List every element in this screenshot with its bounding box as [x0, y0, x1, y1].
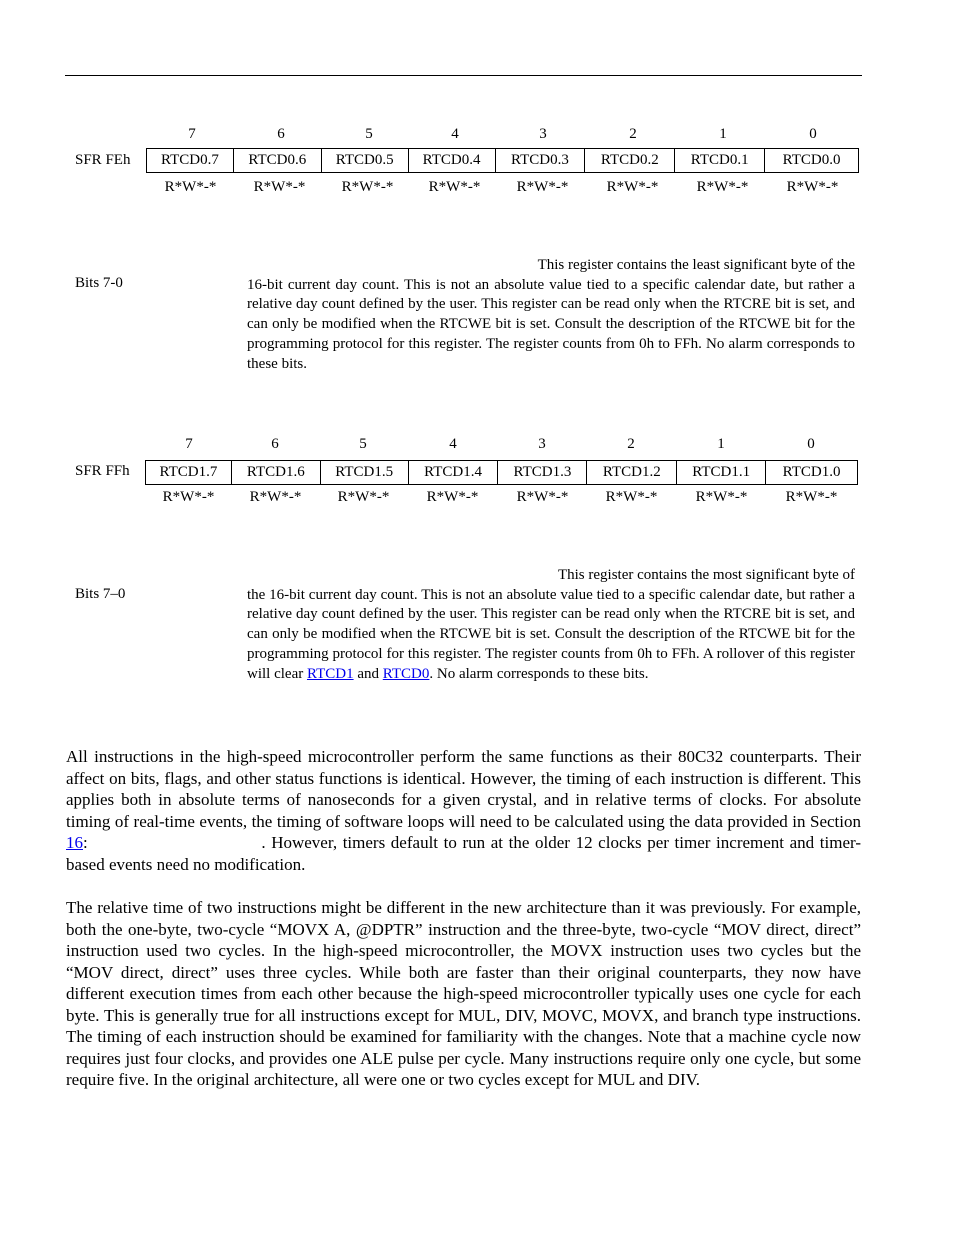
conjunction-text: and [353, 665, 383, 682]
bit-cell: RTCD1.6 [231, 461, 320, 485]
bit-cell: RTCD0.1 [675, 149, 765, 173]
bits-range-label: Bits 7–0 [75, 586, 126, 602]
register-description [247, 256, 855, 374]
bit-number-2: 2 [629, 126, 637, 142]
paragraph-text: All instructions in the high-speed microcontroller perform the same functions as their 80C32 counterparts. Their affect on bits, flags, and other status functions is identical. However, the timing of each instruction is different. This applies both in absolute terms of nanoseconds for a given crystal, and in relative terms of clocks. For absolute timing of real-time events, the timing of software loops will need to be calculated using the data provided in Section [66, 747, 861, 831]
bit-number-1: 1 [717, 436, 725, 452]
description-first-line: This register contains the least significant byte of the [537, 257, 855, 273]
access-label: R*W*-* [516, 489, 569, 505]
register-bit-table [145, 460, 858, 485]
bit-number-5: 5 [365, 126, 373, 142]
access-label: R*W*-* [428, 179, 481, 195]
paragraph-text: . However, timers default to run at the older 12 clocks per timer increment and timer-based events need no modification. [66, 833, 861, 874]
section-16-link[interactable]: 16 [66, 833, 83, 852]
bits-range-label: Bits 7-0 [75, 275, 123, 291]
bit-number-5: 5 [359, 436, 367, 452]
access-label: R*W*-* [786, 179, 839, 195]
bit-number-6: 6 [271, 436, 279, 452]
bit-number-4: 4 [449, 436, 457, 452]
access-label: R*W*-* [249, 489, 302, 505]
access-label: R*W*-* [605, 489, 658, 505]
description-body-text: the 16-bit current day count. This is not an absolute value tied to a specific calendar date, but rather a relative day count defined by the user. This register can be read only when the RTCRE bit is set, and can only be modified when the RTCWE bit is set. Consult the description of the RTCWE bit for the programming protocol for this register. The register counts from 0h to FFh. A rollover of this register will clear [247, 586, 855, 682]
access-label: R*W*-* [337, 489, 390, 505]
bit-cell: RTCD1.2 [587, 461, 677, 485]
header-rule [65, 75, 862, 76]
bit-number-7: 7 [185, 436, 193, 452]
bit-cell: RTCD1.1 [677, 461, 766, 485]
relative-timing-paragraph: The relative time of two instructions might be different in the new architecture than it was previously. For example, both the one-byte, two-cycle “MOVX A, @DPTR” instruction and the three-byte, two-cycle “MOV direct, direct” instruction used two cycles. In the high-speed microcontroller, the MOVX instruction uses two cycles but the “MOV direct, direct” uses three cycles. While both are faster than their original counterparts, they now have different execution times from each other because the high-speed microcontroller typically uses one cycle for each byte. This is generally true for all instructions except for MUL, DIV, MOVC, MOVX, and branch type instructions. The timing of each instruction should be examined for familiarity with the changes. Note that a machine cycle now requires just four clocks, and provides one ALE pulse per cycle. Many instructions require only one cycle, but some require five. In the original architecture, all were one or two cycles except for MUL and DIV. [66, 898, 861, 1089]
access-label: R*W*-* [341, 179, 394, 195]
bit-cell: RTCD0.2 [585, 149, 675, 173]
bit-number-1: 1 [719, 126, 727, 142]
bit-cell: RTCD0.3 [495, 149, 585, 173]
access-label: R*W*-* [516, 179, 569, 195]
access-label: R*W*-* [162, 489, 215, 505]
rtcd1-link[interactable]: RTCD1 [306, 665, 354, 682]
instruction-timing-paragraph [66, 746, 861, 875]
bit-number-6: 6 [277, 126, 285, 142]
bit-cell: RTCD1.3 [498, 461, 587, 485]
bit-cell: RTCD0.7 [147, 149, 234, 173]
register-bit-table [146, 148, 859, 173]
bit-cell: RTCD0.6 [233, 149, 321, 173]
sfr-address-label: SFR FEh [75, 152, 131, 168]
paragraph-text: : [83, 833, 94, 852]
access-label: R*W*-* [253, 179, 306, 195]
bit-cell: RTCD0.4 [408, 149, 495, 173]
access-label: R*W*-* [695, 489, 748, 505]
access-label: R*W*-* [164, 179, 217, 195]
access-label: R*W*-* [606, 179, 659, 195]
bit-number-0: 0 [809, 126, 817, 142]
bit-number-0: 0 [807, 436, 815, 452]
bit-cell: RTCD0.0 [765, 149, 859, 173]
bit-cell: RTCD1.0 [766, 461, 858, 485]
bit-cell: RTCD1.4 [408, 461, 498, 485]
access-label: R*W*-* [426, 489, 479, 505]
bit-number-3: 3 [538, 436, 546, 452]
bit-cell: RTCD1.5 [320, 461, 408, 485]
description-end-text: . No alarm corresponds to these bits. [429, 665, 649, 682]
bit-cell: RTCD0.5 [321, 149, 408, 173]
bit-number-3: 3 [539, 126, 547, 142]
description-first-line: This register contains the most significant byte of [557, 567, 855, 583]
access-label: R*W*-* [696, 179, 749, 195]
bit-number-4: 4 [451, 126, 459, 142]
register-description [247, 566, 855, 684]
bit-number-7: 7 [188, 126, 196, 142]
bit-cell: RTCD1.7 [146, 461, 232, 485]
rtcd0-link[interactable]: RTCD0 [382, 665, 430, 682]
bit-number-2: 2 [627, 436, 635, 452]
sfr-address-label: SFR FFh [75, 463, 130, 479]
description-body [247, 586, 855, 685]
description-body: 16-bit current day count. This is not an absolute value tied to a specific calendar date, but rather a relative day count defined by the user. This register can be read only when the RTCRE bit is set, and can only be modified when the RTCWE bit is set. Consult the description of the RTCWE bit for the programming protocol for this register. The register counts from 0h to FFh. No alarm corresponds to these bits. [247, 276, 855, 372]
access-label: R*W*-* [785, 489, 838, 505]
